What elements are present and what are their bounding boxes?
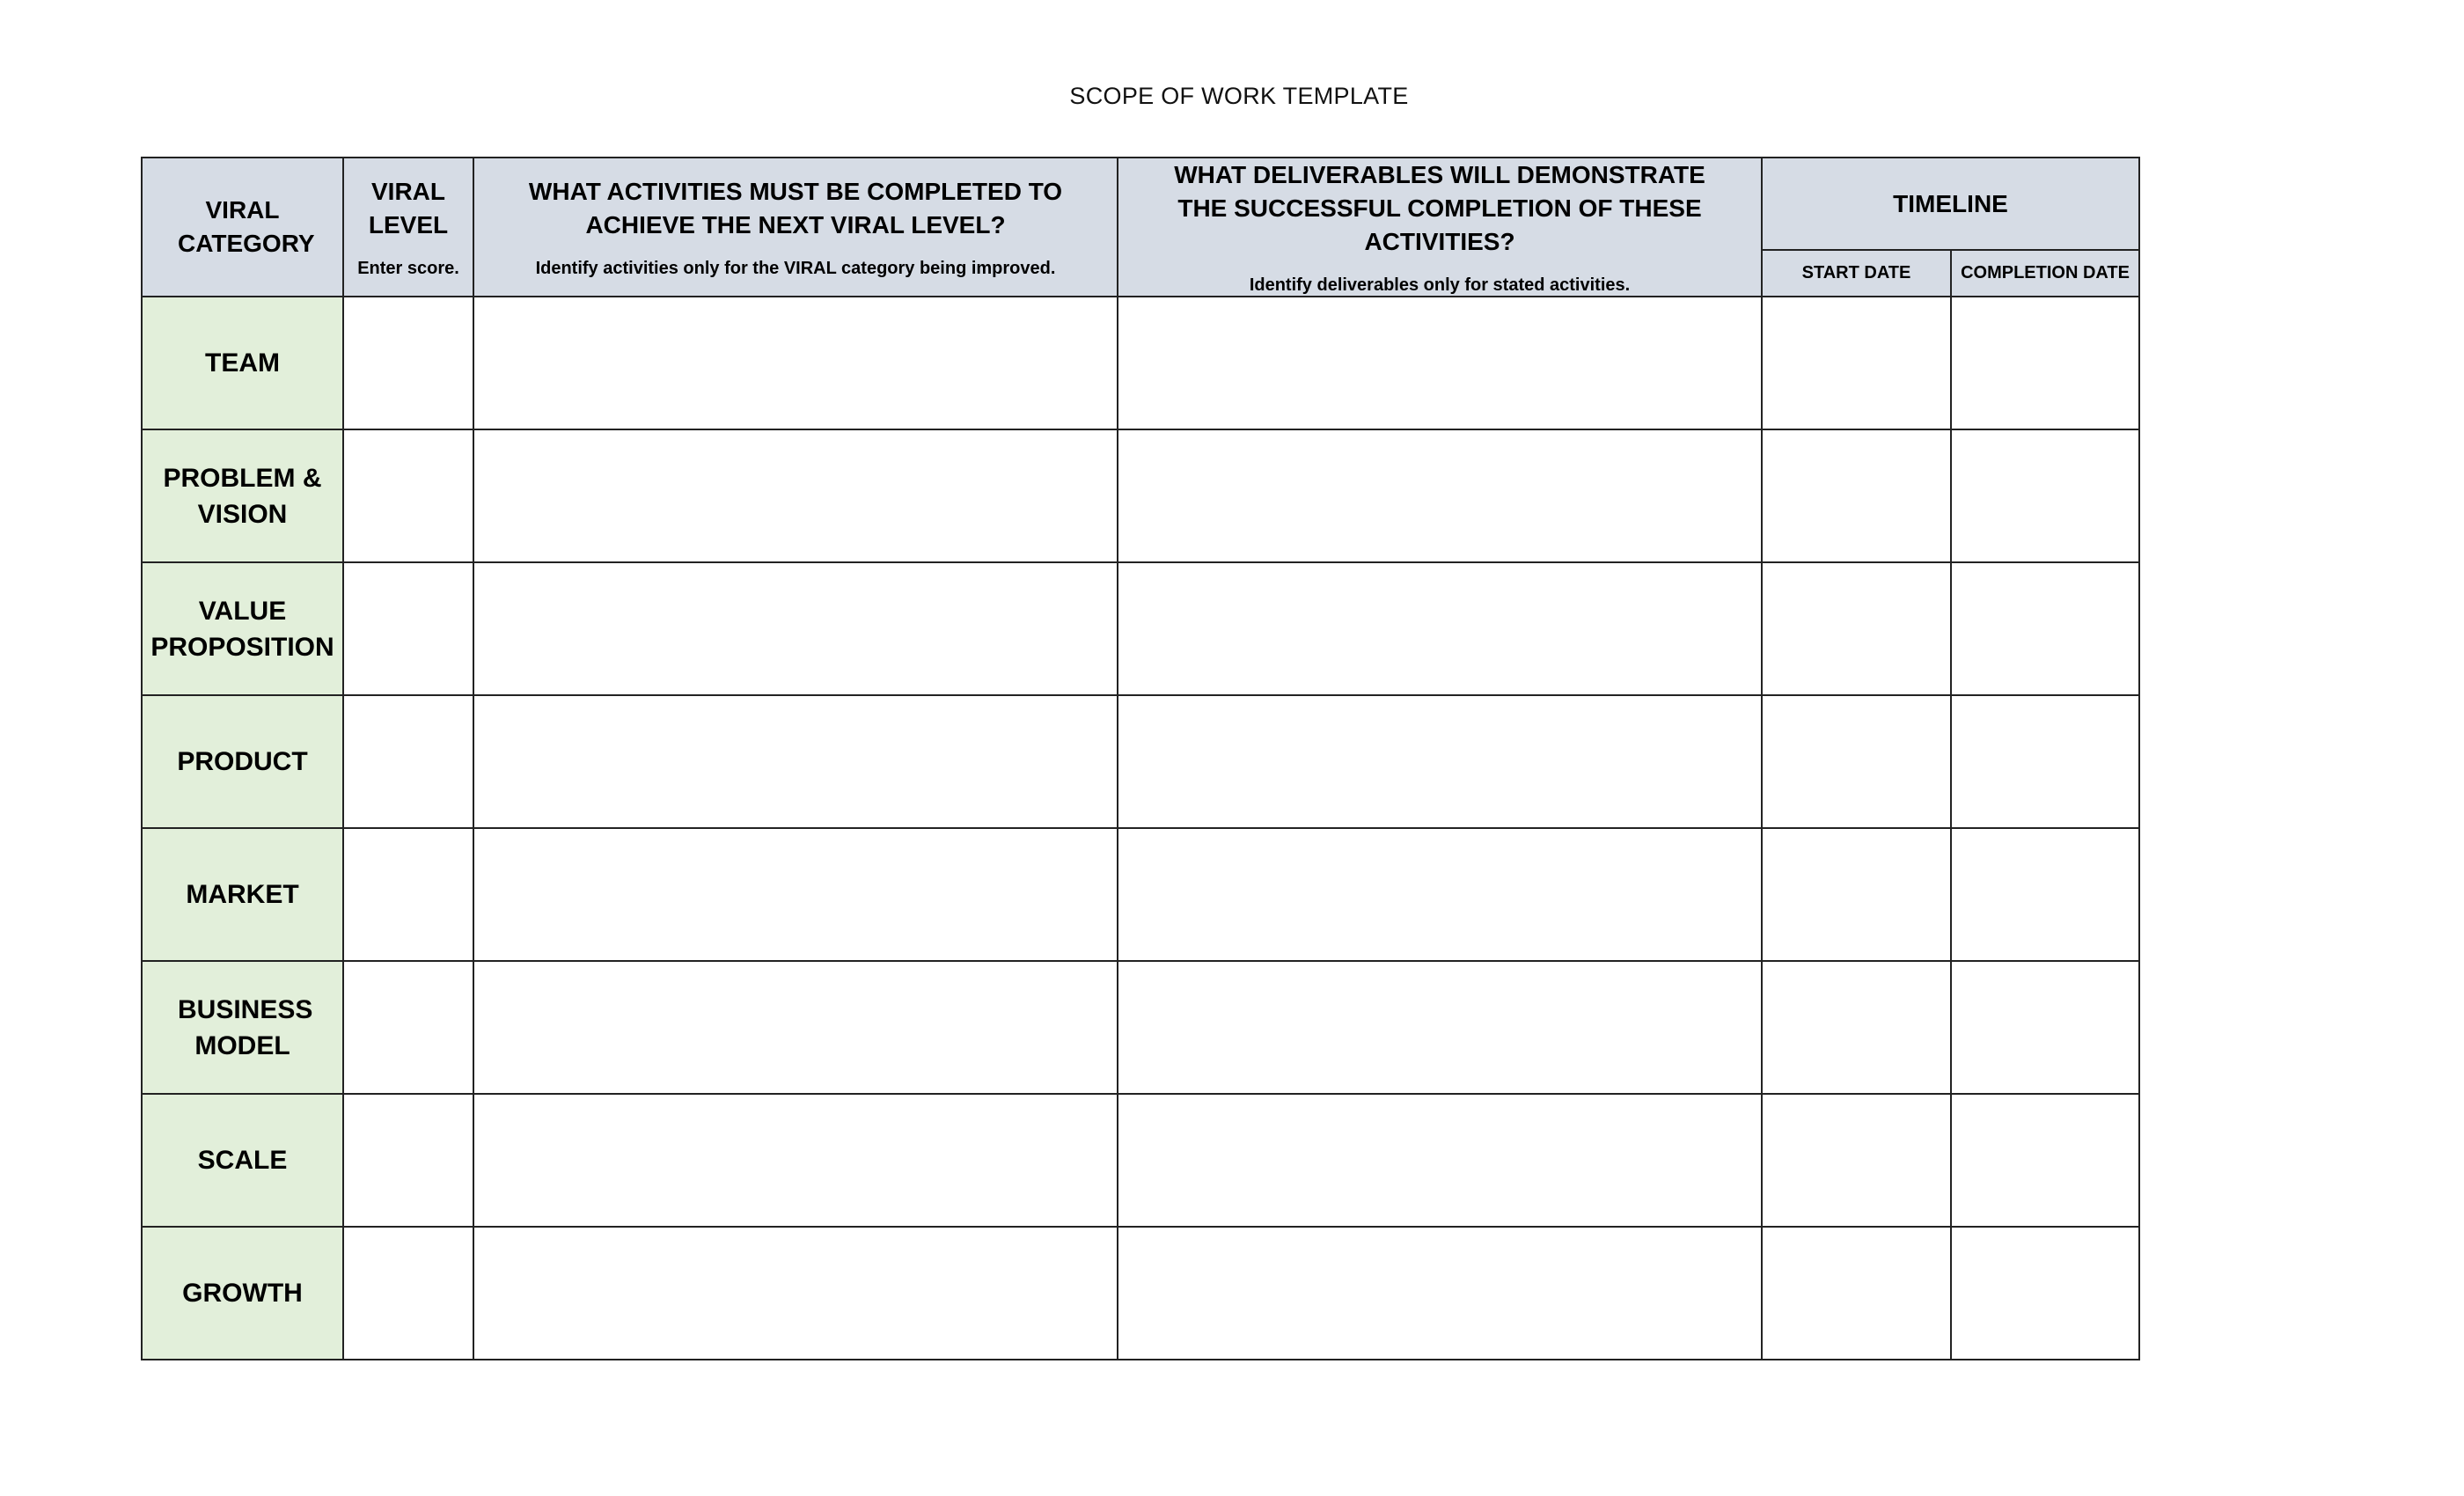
completion-date-cell[interactable]: [1951, 1227, 2139, 1360]
category-growth: GROWTH: [142, 1227, 343, 1360]
table-row: [142, 562, 2139, 695]
viral-level-cell[interactable]: [343, 695, 473, 828]
completion-date-cell[interactable]: [1951, 828, 2139, 961]
deliverables-cell[interactable]: [1118, 828, 1762, 961]
viral-level-cell[interactable]: [343, 961, 473, 1094]
header-activities: [473, 158, 1118, 297]
deliverables-cell[interactable]: [1118, 1094, 1762, 1227]
header-start-date: START DATE: [1762, 250, 1951, 297]
start-date-cell[interactable]: [1762, 695, 1951, 828]
completion-date-cell[interactable]: [1951, 961, 2139, 1094]
viral-level-cell[interactable]: [343, 562, 473, 695]
deliverables-cell[interactable]: [1118, 695, 1762, 828]
table-row: [142, 297, 2139, 429]
activities-cell[interactable]: [473, 1094, 1118, 1227]
start-date-cell[interactable]: [1762, 828, 1951, 961]
table-row: [142, 1094, 2139, 1227]
activities-cell[interactable]: [473, 961, 1118, 1094]
category-product: PRODUCT: [142, 695, 343, 828]
category-team: TEAM: [142, 297, 343, 429]
category-scale: SCALE: [142, 1094, 343, 1227]
deliverables-cell[interactable]: [1118, 562, 1762, 695]
header-activities-label: WHAT ACTIVITIES MUST BE COMPLETED TO ACHIEVE THE NEXT VIRAL LEVEL?: [528, 178, 1063, 238]
completion-date-cell[interactable]: [1951, 297, 2139, 429]
category-problem-vision: PROBLEM & VISION: [142, 429, 343, 562]
activities-cell[interactable]: [473, 562, 1118, 695]
category-market: MARKET: [142, 828, 343, 961]
table-row: [142, 695, 2139, 828]
table-row: [142, 429, 2139, 562]
viral-level-cell[interactable]: [343, 1094, 473, 1227]
activities-cell[interactable]: [473, 695, 1118, 828]
start-date-cell[interactable]: [1762, 429, 1951, 562]
start-date-cell[interactable]: [1762, 1094, 1951, 1227]
viral-level-cell[interactable]: [343, 1227, 473, 1360]
header-deliverables: [1118, 158, 1762, 297]
page-title: SCOPE OF WORK TEMPLATE: [1069, 83, 1409, 109]
viral-level-cell[interactable]: [343, 297, 473, 429]
viral-level-cell[interactable]: [343, 429, 473, 562]
completion-date-cell[interactable]: [1951, 429, 2139, 562]
header-viral-level-label: VIRAL LEVEL: [368, 178, 449, 238]
deliverables-cell[interactable]: [1118, 429, 1762, 562]
completion-date-cell[interactable]: [1951, 695, 2139, 828]
start-date-cell[interactable]: [1762, 297, 1951, 429]
header-deliverables-hint: Identify deliverables only for stated activities.: [1249, 275, 1631, 295]
scope-of-work-table: [141, 157, 2140, 1360]
completion-date-cell[interactable]: [1951, 562, 2139, 695]
header-viral-category: [142, 158, 343, 297]
activities-cell[interactable]: [473, 1227, 1118, 1360]
deliverables-cell[interactable]: [1118, 1227, 1762, 1360]
start-date-cell[interactable]: [1762, 562, 1951, 695]
start-date-cell[interactable]: [1762, 1227, 1951, 1360]
header-viral-level-hint: Enter score.: [357, 259, 459, 278]
table-row: [142, 961, 2139, 1094]
activities-cell[interactable]: [473, 828, 1118, 961]
table-row: [142, 1227, 2139, 1360]
activities-cell[interactable]: [473, 297, 1118, 429]
table-row: [142, 828, 2139, 961]
header-deliverables-label: WHAT DELIVERABLES WILL DEMONSTRATE THE SUCCESSFUL COMPLETION OF THESE ACTIVITIES?: [1174, 161, 1705, 255]
deliverables-cell[interactable]: [1118, 961, 1762, 1094]
category-business-model: BUSINESS MODEL: [142, 961, 343, 1094]
activities-cell[interactable]: [473, 429, 1118, 562]
header-viral-category-label: VIRAL CATEGORY: [178, 196, 315, 257]
header-timeline: TIMELINE: [1762, 158, 2139, 250]
category-value-proposition: VALUE PROPOSITION: [142, 562, 343, 695]
header-activities-hint: Identify activities only for the VIRAL category being improved.: [535, 259, 1056, 278]
deliverables-cell[interactable]: [1118, 297, 1762, 429]
start-date-cell[interactable]: [1762, 961, 1951, 1094]
completion-date-cell[interactable]: [1951, 1094, 2139, 1227]
header-viral-level: [343, 158, 473, 297]
header-completion-date: COMPLETION DATE: [1951, 250, 2139, 297]
viral-level-cell[interactable]: [343, 828, 473, 961]
